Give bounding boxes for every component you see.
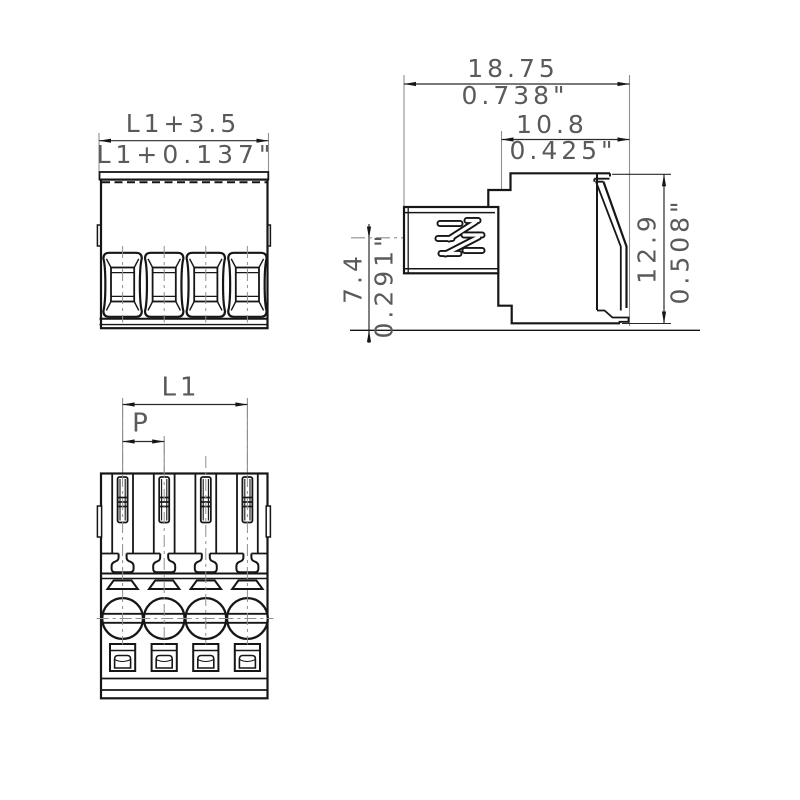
side-body-width-in-label: 0.425" [509, 136, 617, 165]
clamp-pocket [152, 644, 177, 671]
side-top-step-profile [488, 173, 610, 207]
locking-latch [594, 173, 628, 323]
side-height-mm-label: 12.9 [632, 212, 662, 284]
side-body-width-mm-label: 10.8 [516, 110, 588, 139]
side-bottom-step-profile [498, 273, 620, 323]
clamp-pocket [110, 644, 135, 671]
bottom-length-label: L1 [161, 372, 201, 403]
side-wire-entry-mm-label: 7.4 [338, 252, 368, 304]
bottom-pitch-dimension [123, 436, 165, 474]
front-top-flange [100, 172, 269, 180]
side-height-in-label: 0.508" [665, 197, 695, 305]
bottom-pitch-label: P [132, 408, 152, 439]
side-total-width-mm-label: 18.75 [467, 54, 559, 83]
clamp-pocket [235, 644, 260, 671]
front-width-in-label: L1+0.137" [96, 140, 276, 169]
front-width-mm-label: L1+3.5 [125, 109, 241, 138]
bottom-right-tab [266, 506, 270, 537]
side-wire-entry-in-label: 0.291" [369, 231, 399, 339]
clamp-pocket [193, 644, 218, 671]
bottom-view [97, 398, 274, 698]
side-total-width-in-label: 0.738" [461, 81, 569, 110]
bottom-left-tab [97, 506, 101, 537]
